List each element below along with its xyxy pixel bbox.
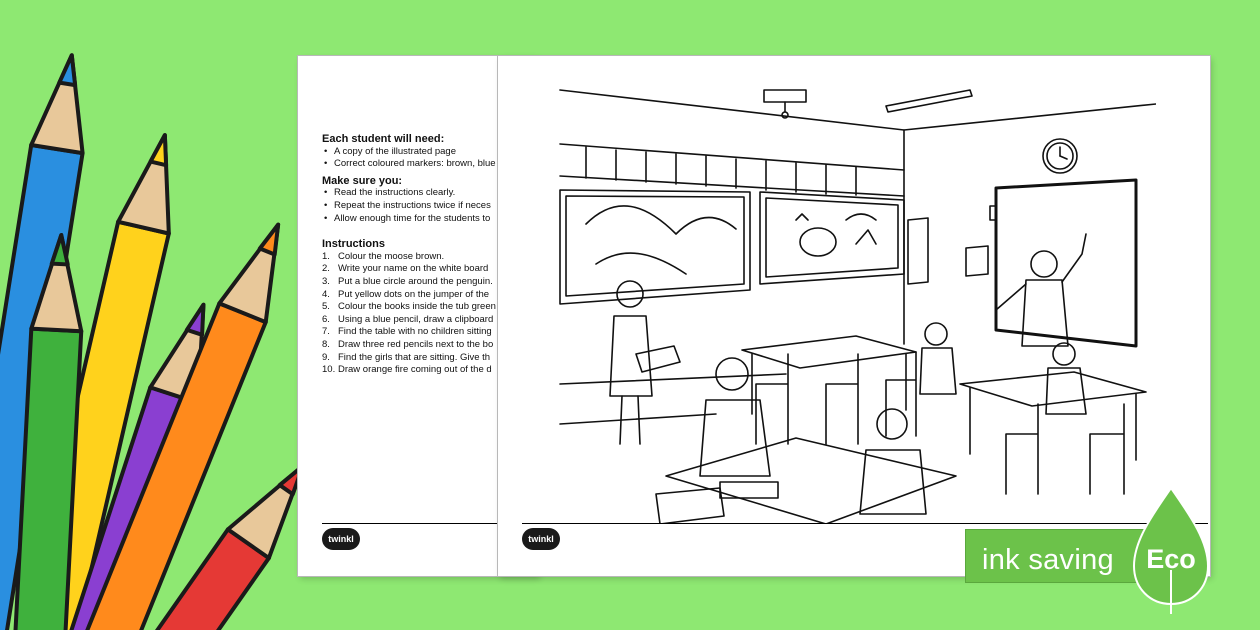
classroom-illustration bbox=[556, 84, 1156, 524]
twinkl-logo: twinkl bbox=[522, 528, 560, 550]
make-sure-heading: Make sure you: bbox=[322, 174, 403, 187]
list-item: • A copy of the illustrated page bbox=[322, 146, 534, 159]
instructions-heading: Instructions bbox=[322, 238, 385, 251]
list-item: • Read the instructions clearly. bbox=[322, 187, 534, 200]
instruction-item: 4. Put yellow dots on the jumper of the bbox=[322, 288, 490, 300]
coloured-pencils-illustration bbox=[0, 0, 330, 630]
instruction-item: 3. Put a blue circle around the penguin. bbox=[322, 275, 493, 287]
instruction-item: 1. Colour the moose brown. bbox=[322, 250, 445, 262]
eco-label: Eco bbox=[1146, 544, 1196, 574]
list-item: • Allow enough time for the students to bbox=[322, 213, 534, 226]
instruction-item: 2. Write your name on the white board bbox=[322, 263, 489, 275]
instruction-item: 5. Colour the books inside the tub green bbox=[322, 301, 496, 313]
twinkl-logo: twinkl bbox=[322, 528, 360, 550]
instruction-item: 10. Draw orange fire coming out of the d bbox=[322, 364, 492, 376]
clock-icon bbox=[1043, 139, 1077, 173]
instruction-item: 7. Find the table with no children sitting bbox=[322, 326, 492, 338]
ink-saving-label: ink saving bbox=[982, 544, 1114, 576]
instruction-item: 6. Using a blue pencil, draw a clipboard bbox=[322, 313, 494, 325]
needs-heading: Each student will need: bbox=[322, 133, 445, 145]
list-item: • Correct coloured markers: brown, blue bbox=[322, 158, 534, 171]
list-item: • Repeat the instructions twice if neces bbox=[322, 200, 534, 213]
instruction-item: 9. Find the girls that are sitting. Give th bbox=[322, 351, 491, 363]
eco-badge bbox=[966, 486, 1252, 596]
instruction-item: 8. Draw three red pencils next to the bo bbox=[322, 338, 494, 350]
